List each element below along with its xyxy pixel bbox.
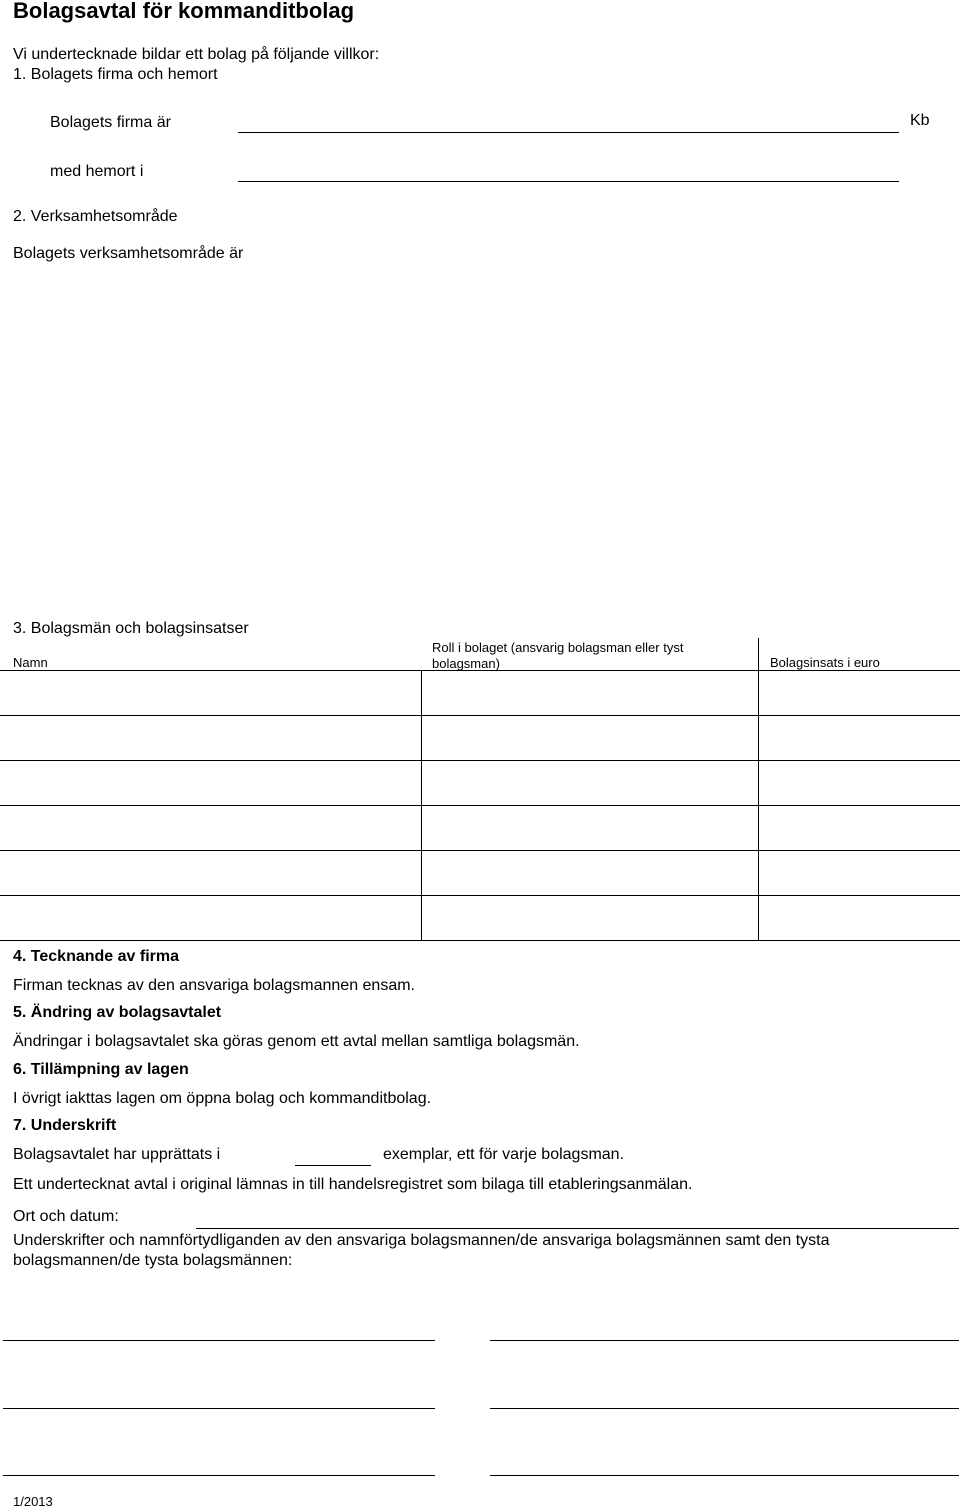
hemort-label: med hemort i <box>50 163 144 180</box>
section5-text: Ändringar i bolagsavtalet ska göras genom ett avtal mellan samtliga bolagsmän. <box>13 1033 580 1050</box>
intro-text: Vi undertecknade bildar ett bolag på följande villkor: <box>13 46 380 63</box>
table-divider <box>0 760 960 761</box>
section1-heading: 1. Bolagets firma och hemort <box>13 66 218 83</box>
table-divider <box>0 850 960 851</box>
place-date-field[interactable] <box>196 1228 959 1229</box>
signature-line[interactable] <box>490 1408 959 1409</box>
verksamhet-area[interactable] <box>13 270 943 600</box>
table-divider <box>0 895 960 896</box>
col-contribution-header: Bolagsinsats i euro <box>770 655 880 670</box>
signature-line[interactable] <box>3 1475 435 1476</box>
table-divider <box>421 670 422 940</box>
section6-heading: 6. Tillämpning av lagen <box>13 1061 189 1078</box>
page-title: Bolagsavtal för kommanditbolag <box>13 0 355 23</box>
hemort-field[interactable] <box>238 181 899 182</box>
table-divider <box>0 805 960 806</box>
signatures-text: Underskrifter och namnförtydliganden av den ansvariga bolagsmannen/de ansvariga bolagsmännen samt den tysta bolagsmannen/de tysta bolagsmännen: <box>13 1232 830 1269</box>
table-divider <box>0 940 960 941</box>
signature-line[interactable] <box>490 1340 959 1341</box>
firma-suffix: Kb <box>910 112 930 129</box>
copies-after-text: exemplar, ett för varje bolagsman. <box>383 1146 625 1163</box>
firma-field[interactable] <box>238 132 899 133</box>
table-divider <box>0 715 960 716</box>
section3-heading: 3. Bolagsmän och bolagsinsatser <box>13 620 249 637</box>
copies-label: Bolagsavtalet har upprättats i <box>13 1146 221 1163</box>
section6-text: I övrigt iakttas lagen om öppna bolag och kommanditbolag. <box>13 1090 432 1107</box>
table-divider <box>0 670 960 671</box>
signature-line[interactable] <box>490 1475 959 1476</box>
section4-text: Firman tecknas av den ansvariga bolagsmannen ensam. <box>13 977 415 994</box>
signature-line[interactable] <box>3 1408 435 1409</box>
section2-heading: 2. Verksamhetsområde <box>13 208 178 225</box>
copies-field[interactable] <box>295 1165 371 1166</box>
section2-label: Bolagets verksamhetsområde är <box>13 245 244 262</box>
section7-heading: 7. Underskrift <box>13 1117 117 1134</box>
signature-line[interactable] <box>3 1340 435 1341</box>
col-name-header: Namn <box>13 655 48 670</box>
section5-heading: 5. Ändring av bolagsavtalet <box>13 1004 222 1021</box>
footer-version: 1/2013 <box>13 1494 53 1509</box>
firma-label: Bolagets firma är <box>50 114 171 131</box>
table-divider <box>758 638 759 940</box>
original-text: Ett undertecknat avtal i original lämnas in till handelsregistret som bilaga till etableringsanmälan. <box>13 1176 693 1193</box>
section4-heading: 4. Tecknande av firma <box>13 948 179 965</box>
col-role-header: Roll i bolaget (ansvarig bolagsman eller tyst bolagsman) <box>432 640 684 671</box>
place-date-label: Ort och datum: <box>13 1208 119 1225</box>
